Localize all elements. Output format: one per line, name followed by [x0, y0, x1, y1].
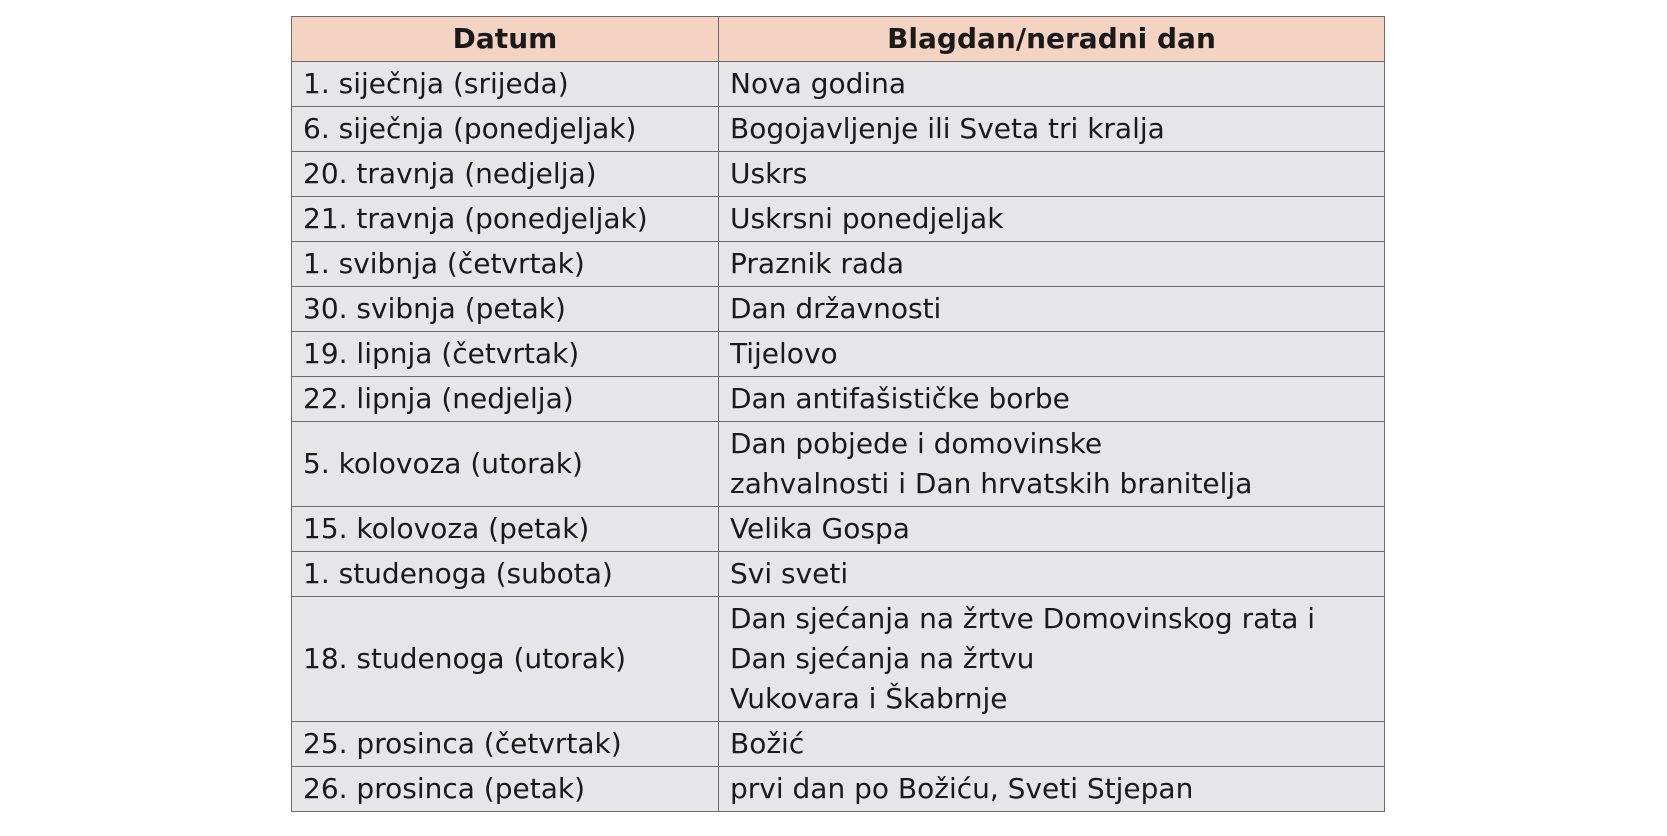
holiday-table [291, 16, 1385, 812]
holiday-name-cell [719, 62, 1385, 107]
holiday-name-cell [719, 197, 1385, 242]
holiday-name-cell [719, 597, 1385, 722]
table-row [292, 332, 1385, 377]
holiday-date-cell: 6. siječnja (ponedjeljak) [292, 107, 719, 152]
column-header-date: Datum [292, 17, 719, 62]
holiday-name-line: Praznik rada [730, 247, 905, 280]
holiday-date-cell: 30. svibnja (petak) [292, 287, 719, 332]
holiday-name-line: Nova godina [730, 67, 907, 100]
table-body [292, 62, 1385, 812]
holiday-date-cell: 1. svibnja (četvrtak) [292, 242, 719, 287]
table-row [292, 287, 1385, 332]
holiday-name-line: Dan državnosti [730, 292, 942, 325]
holiday-name-cell [719, 332, 1385, 377]
holiday-name-line: Velika Gospa [730, 512, 910, 545]
holiday-name-cell [719, 722, 1385, 767]
table-row [292, 767, 1385, 812]
holiday-name-line: prvi dan po Božiću, Sveti Stjepan [730, 772, 1194, 805]
holiday-name-line: Bogojavljenje ili Sveta tri kralja [730, 112, 1165, 145]
holiday-name-line: Dan pobjede i domovinske [730, 427, 1103, 460]
holiday-date-cell: 22. lipnja (nedjelja) [292, 377, 719, 422]
holiday-name-line: Tijelovo [730, 337, 838, 370]
table-row [292, 107, 1385, 152]
holiday-name-line: Dan sjećanja na žrtve Domovinskog rata i [730, 602, 1316, 635]
holiday-name-line: Dan sjećanja na žrtvu [730, 642, 1035, 675]
holiday-name-cell [719, 767, 1385, 812]
table-row [292, 507, 1385, 552]
holiday-name-cell [719, 152, 1385, 197]
holiday-name-cell [719, 287, 1385, 332]
holiday-date-cell: 19. lipnja (četvrtak) [292, 332, 719, 377]
table-header-row [292, 17, 1385, 62]
holiday-name-line: Dan antifašističke borbe [730, 382, 1070, 415]
holiday-name-line: Uskrs [730, 157, 808, 190]
holiday-date-cell: 5. kolovoza (utorak) [292, 422, 719, 507]
table-row [292, 552, 1385, 597]
table-row [292, 597, 1385, 722]
table-row [292, 62, 1385, 107]
holiday-date-cell: 25. prosinca (četvrtak) [292, 722, 719, 767]
holiday-name-line: Svi sveti [730, 557, 849, 590]
holiday-date-cell: 1. siječnja (srijeda) [292, 62, 719, 107]
holiday-date-cell: 20. travnja (nedjelja) [292, 152, 719, 197]
holiday-name-cell [719, 242, 1385, 287]
holiday-name-cell [719, 107, 1385, 152]
table-row [292, 722, 1385, 767]
holiday-date-cell: 26. prosinca (petak) [292, 767, 719, 812]
table-row [292, 242, 1385, 287]
table-row [292, 197, 1385, 242]
holiday-name-line: Božić [730, 727, 805, 760]
holiday-name-cell [719, 552, 1385, 597]
holiday-name-line: Vukovara i Škabrnje [730, 682, 1008, 715]
holiday-date-cell: 15. kolovoza (petak) [292, 507, 719, 552]
holiday-date-cell: 1. studenoga (subota) [292, 552, 719, 597]
column-header-holiday: Blagdan/neradni dan [719, 17, 1385, 62]
table-row [292, 377, 1385, 422]
holiday-name-cell [719, 422, 1385, 507]
holiday-name-cell [719, 377, 1385, 422]
holiday-name-line: Uskrsni ponedjeljak [730, 202, 1004, 235]
holiday-date-cell: 21. travnja (ponedjeljak) [292, 197, 719, 242]
holiday-date-cell: 18. studenoga (utorak) [292, 597, 719, 722]
table-row [292, 152, 1385, 197]
table-row [292, 422, 1385, 507]
holiday-name-cell [719, 507, 1385, 552]
holiday-name-line: zahvalnosti i Dan hrvatskih branitelja [730, 467, 1253, 500]
